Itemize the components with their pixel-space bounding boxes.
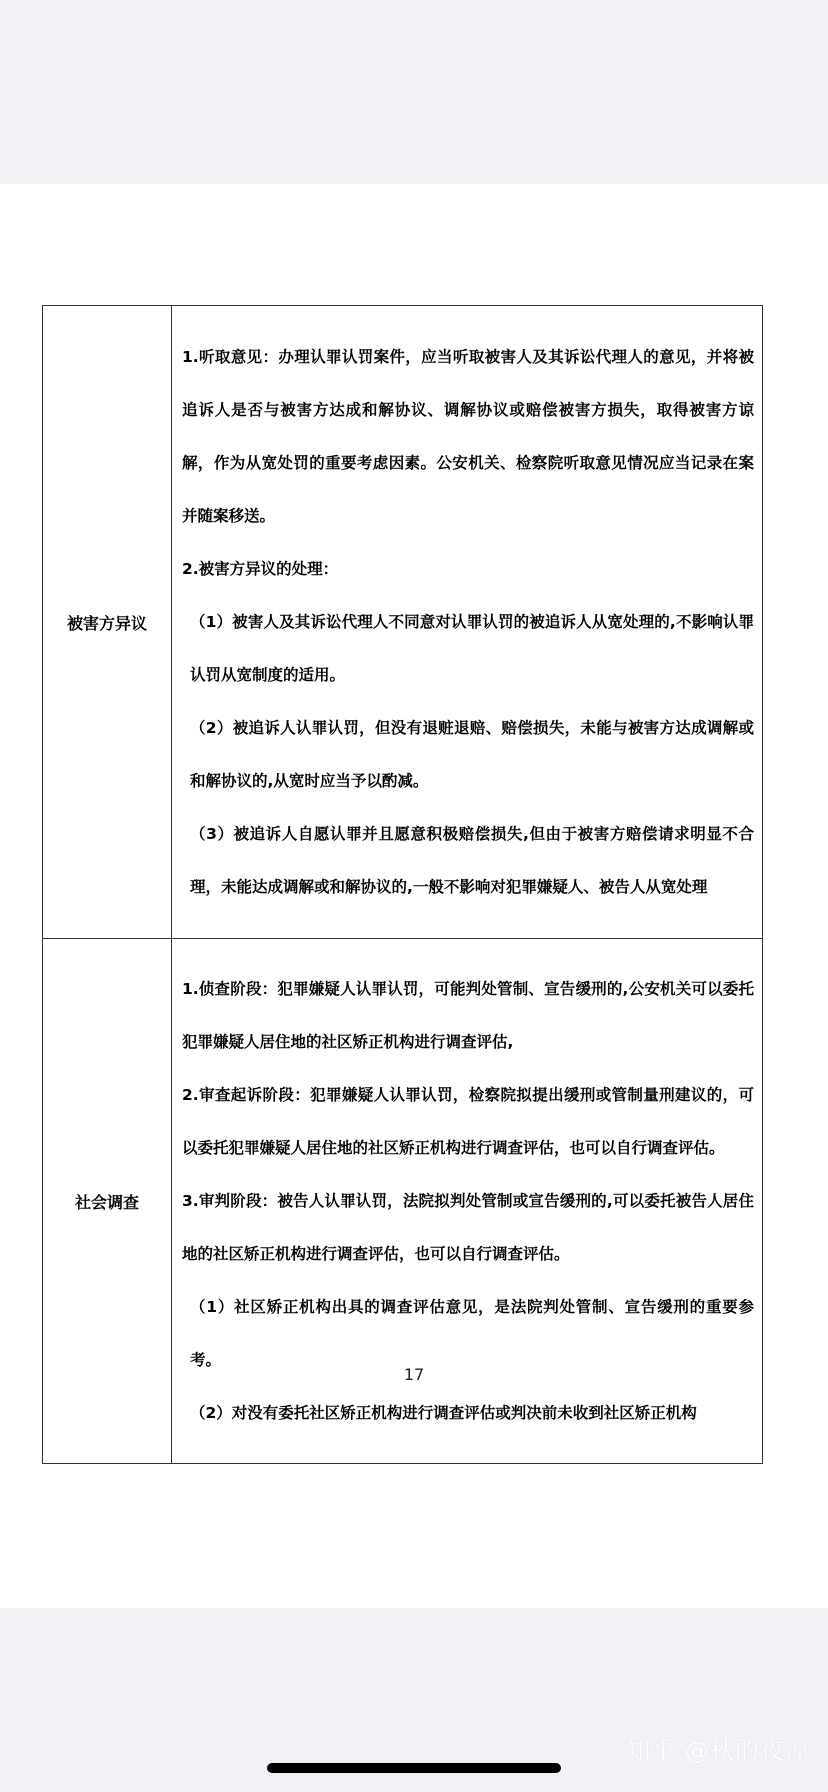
paragraph: 3.审判阶段：被告人认罪认罚，法院拟判处管制或宣告缓刑的,可以委托被告人居住地的社区矫正机构进行调查评估，也可以自行调查评估。 bbox=[182, 1191, 754, 1263]
content-table bbox=[42, 305, 763, 1464]
paragraph: （2）被追诉人认罪认罚，但没有退赃退赔、赔偿损失，未能与被害方达成调解或和解协议的,从宽时应当予以酌减。 bbox=[190, 718, 754, 790]
paragraph: 2.被害方异议的处理： bbox=[182, 559, 339, 578]
page-number: 17 bbox=[403, 1365, 425, 1384]
row-label: 社会调查 bbox=[43, 939, 172, 1464]
paragraph: （3）被追诉人自愿认罪并且愿意积极赔偿损失,但由于被害方赔偿请求明显不合理，未能达成调解或和解协议的,一般不影响对犯罪嫌疑人、被告人从宽处理 bbox=[190, 824, 754, 896]
paragraph: 1.侦查阶段：犯罪嫌疑人认罪认罚，可能判处管制、宣告缓刑的,公安机关可以委托犯罪嫌疑人居住地的社区矫正机构进行调查评估, bbox=[182, 979, 754, 1051]
table-row bbox=[43, 939, 763, 1464]
row-content bbox=[172, 306, 763, 939]
row-label: 被害方异议 bbox=[43, 306, 172, 939]
watermark: 知乎 @秋的夜凉 bbox=[626, 1737, 810, 1765]
paragraph: （1）社区矫正机构出具的调查评估意见，是法院判处管制、宣告缓刑的重要参考。 bbox=[190, 1297, 754, 1369]
home-indicator[interactable] bbox=[267, 1763, 561, 1773]
paragraph: （2）对没有委托社区矫正机构进行调查评估或判决前未收到社区矫正机构 bbox=[190, 1403, 697, 1422]
table-row bbox=[43, 306, 763, 939]
paragraph: 1.听取意见：办理认罪认罚案件，应当听取被害人及其诉讼代理人的意见，并将被追诉人是否与被害方达成和解协议、调解协议或赔偿被害方损失，取得被害方谅解，作为从宽处罚的重要考虑因素。公安机关、检察院听取意见情况应当记录在案并随案移送。 bbox=[182, 347, 754, 525]
row-content bbox=[172, 939, 763, 1464]
document-page bbox=[0, 184, 828, 1608]
paragraph: 2.审查起诉阶段：犯罪嫌疑人认罪认罚，检察院拟提出缓刑或管制量刑建议的，可以委托犯罪嫌疑人居住地的社区矫正机构进行调查评估，也可以自行调查评估。 bbox=[182, 1085, 754, 1157]
paragraph: （1）被害人及其诉讼代理人不同意对认罪认罚的被追诉人从宽处理的,不影响认罪认罚从宽制度的适用。 bbox=[190, 612, 754, 684]
